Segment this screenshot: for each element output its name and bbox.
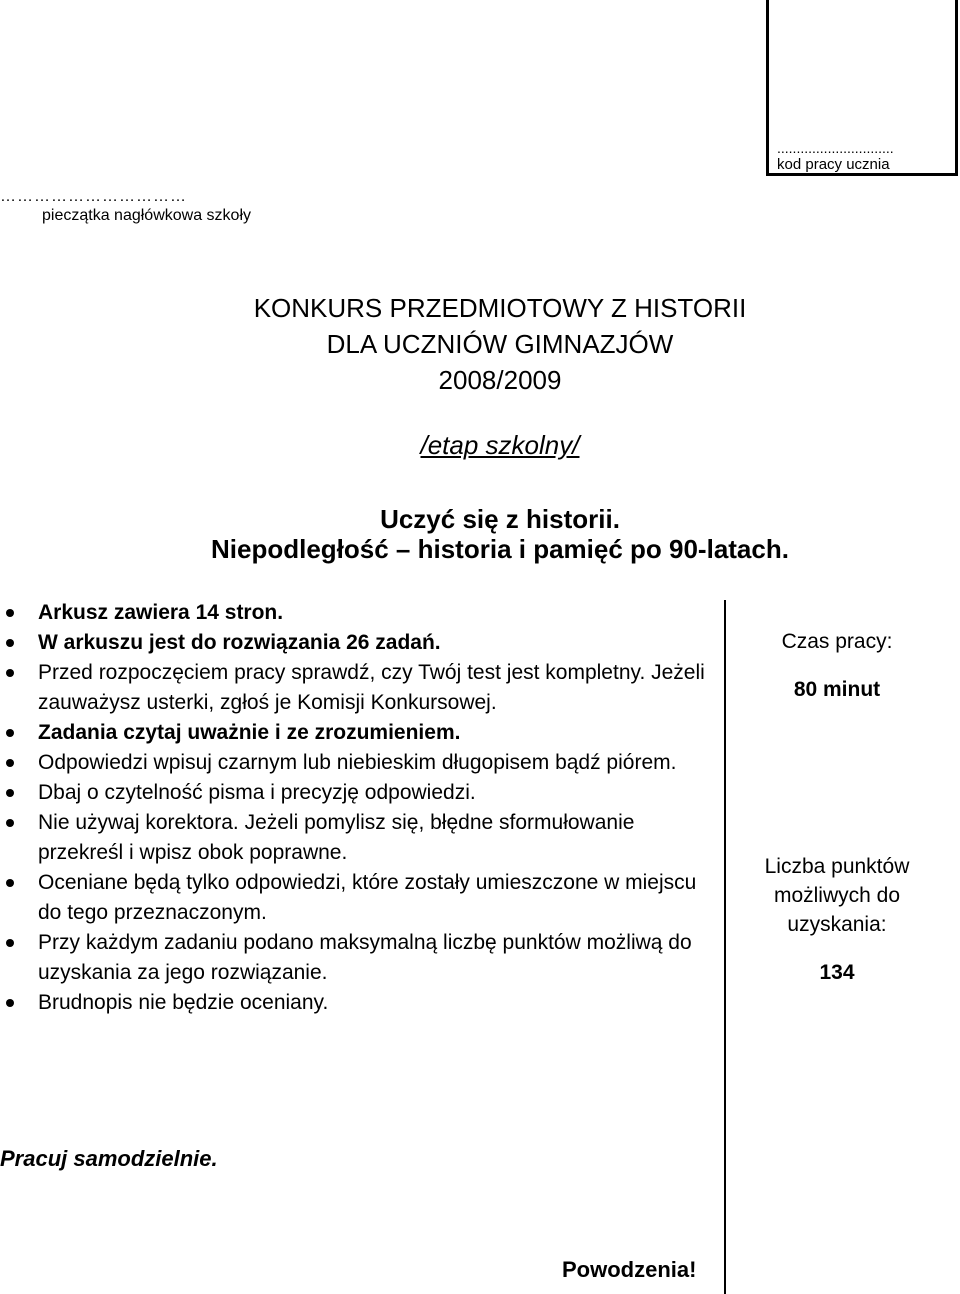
instruction-item: Zadania czytaj uważnie i ze zrozumieniem. (0, 718, 722, 748)
title-year: 2008/2009 (438, 365, 562, 395)
stage-label: /etap szkolny/ (420, 430, 580, 460)
points-label: Liczba punktów możliwych do uzyskania: (764, 855, 910, 936)
code-dots: .............................. (777, 140, 894, 156)
instruction-item: W arkuszu jest do rozwiązania 26 zadań. (0, 628, 722, 658)
motto-line-2: Niepodległość – historia i pamięć po 90-latach. (211, 534, 789, 564)
instruction-item: Odpowiedzi wpisuj czarnym lub niebieskim długopisem bądź piórem. (0, 748, 722, 778)
instruction-item: Brudnopis nie będzie oceniany. (0, 988, 722, 1018)
time-label: Czas pracy: (781, 630, 893, 653)
points-value: 134 (819, 961, 855, 984)
instructions-list (0, 598, 722, 1018)
instruction-item: Przed rozpoczęciem pracy sprawdź, czy Twój test jest kompletny. Jeżeli zauważysz usterki, zgłoś je Komisji Konkursowej. (0, 658, 722, 718)
title-line-2: DLA UCZNIÓW GIMNAZJÓW (326, 329, 674, 359)
time-value: 80 minut (793, 678, 881, 701)
vertical-divider (724, 600, 726, 1294)
title-line-1: KONKURS PRZEDMIOTOWY Z HISTORII (253, 293, 747, 323)
stamp-label: pieczątka nagłówkowa szkoły (42, 207, 251, 224)
work-alone-note: Pracuj samodzielnie. (0, 1146, 218, 1171)
stamp-dots: …………………………… (0, 188, 187, 205)
instruction-item: Oceniane będą tylko odpowiedzi, które zostały umieszczone w miejscu do tego przeznaczonym. (0, 868, 722, 928)
instruction-item: Arkusz zawiera 14 stron. (0, 598, 722, 628)
instruction-item: Dbaj o czytelność pisma i precyzję odpowiedzi. (0, 778, 722, 808)
good-luck-note: Powodzenia! (562, 1257, 697, 1282)
code-label: kod pracy ucznia (777, 156, 890, 173)
student-code-box (766, 0, 958, 176)
motto-line-1: Uczyć się z historii. (380, 504, 620, 534)
instruction-item: Nie używaj korektora. Jeżeli pomylisz się, błędne sformułowanie przekreśl i wpisz obok poprawne. (0, 808, 722, 868)
instruction-item: Przy każdym zadaniu podano maksymalną liczbę punktów możliwą do uzyskania za jego rozwiązanie. (0, 928, 722, 988)
